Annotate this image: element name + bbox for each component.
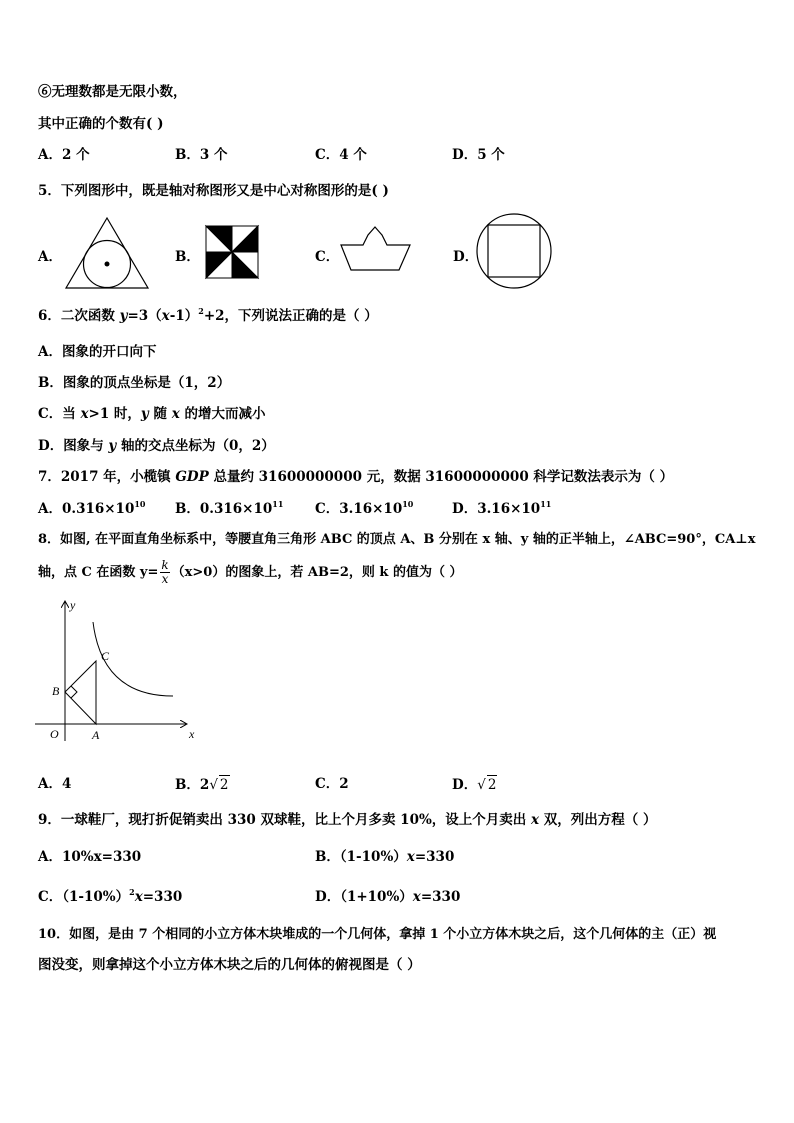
q5-option-a-label: A． (38, 249, 62, 265)
q7-stem: 7．2017 年，小榄镇 GDP 总量约 31600000000 元，数据 31600000000 科学记数法表示为（ ） (38, 469, 674, 485)
q9-option-a: A．10%x=330 (38, 849, 142, 865)
q6-option-b: B．图象的顶点坐标是（1，2） (38, 375, 231, 391)
q4-option-d: D．5 个 (452, 147, 505, 163)
q8-label-y: y (70, 598, 76, 612)
q4-stem: 其中正确的个数有( ) (38, 116, 164, 132)
q8-label-c: C (101, 649, 110, 663)
q5-circle-square-figure (474, 211, 554, 291)
q9-option-c: C．$(1-10\%)^2x=330$ (38, 887, 183, 905)
q9-option-d: D．（1+10%）x=330 (315, 889, 461, 905)
q8-coordinate-figure (30, 596, 205, 746)
q8-label-x: x (189, 727, 195, 741)
q4-item6: ⑥无理数都是无限小数， (38, 84, 187, 100)
q8-option-a: A．4 (38, 776, 72, 792)
q6-option-d: D．图象与 y 轴的交点坐标为（0，2） (38, 438, 275, 454)
q8-line1: 8．如图, 在平面直角坐标系中，等腰直角三角形 ABC 的顶点 A、B 分别在 x 轴、y 轴的正半轴上，∠ABC=90°，CA⊥x (38, 532, 756, 547)
q6-option-a: A．图象的开口向下 (38, 344, 157, 360)
q4-option-b: B．3 个 (175, 147, 228, 163)
q7-option-a: A．$0.316\times 10^{10}$ (38, 499, 146, 517)
q10-line2: 图没变，则拿掉这个小立方体木块之后的几何体的俯视图是（ ） (38, 957, 421, 973)
q6-option-c: C．当 x>1 时，y 随 x 的增大而减小 (38, 406, 266, 422)
q10-line1: 10．如图，是由 7 个相同的小立方体木块堆成的一个几何体，拿掉 1 个小立方体木块之后，这个几何体的主（正）视 (38, 927, 717, 942)
q8-label-o: O (50, 727, 59, 741)
q5-option-c-label: C． (315, 249, 340, 265)
q8-label-a: A (92, 728, 100, 742)
q9-option-b: B．（1-10%）x=330 (315, 849, 455, 865)
q5-triangle-incircle-figure (62, 214, 152, 292)
q8-option-d: D．√ 2 (452, 777, 497, 793)
q7-option-d: D．$3.16\times 10^{11}$ (452, 499, 552, 517)
q8-option-c: C．2 (315, 776, 349, 792)
q7-option-c: C．$3.16\times 10^{10}$ (315, 499, 414, 517)
q7-option-b: B．$0.316\times 10^{11}$ (175, 499, 284, 517)
q8-label-b: B (52, 684, 60, 698)
q5-boat-figure (338, 224, 413, 274)
q5-stem: 5．下列图形中，既是轴对称图形又是中心对称图形的是( ) (38, 183, 389, 199)
q8-option-b: B．2√ 2 (175, 777, 229, 793)
q5-option-d-label: D． (453, 249, 479, 265)
q5-option-b-label: B． (175, 249, 200, 265)
q4-option-c: C．4 个 (315, 147, 367, 163)
q4-option-a: A．2 个 (38, 147, 90, 163)
q8-line2: 轴，点 C 在函数 y= $\frac{k}{x}$ （x>0）的图象上，若 AB=2，则 k 的值为（ ） (38, 558, 463, 586)
q6-stem: 6．二次函数 $y=3(x-1)^2+2$，下列说法正确的是（ ） (38, 306, 378, 324)
q8-fraction: $\frac{k}{x}$ (161, 558, 169, 586)
q5-pinwheel-figure (203, 223, 261, 281)
q9-stem: 9．一球鞋厂，现打折促销卖出 330 双球鞋，比上个月多卖 10%，设上个月卖出 x 双，列出方程（ ） (38, 812, 657, 828)
